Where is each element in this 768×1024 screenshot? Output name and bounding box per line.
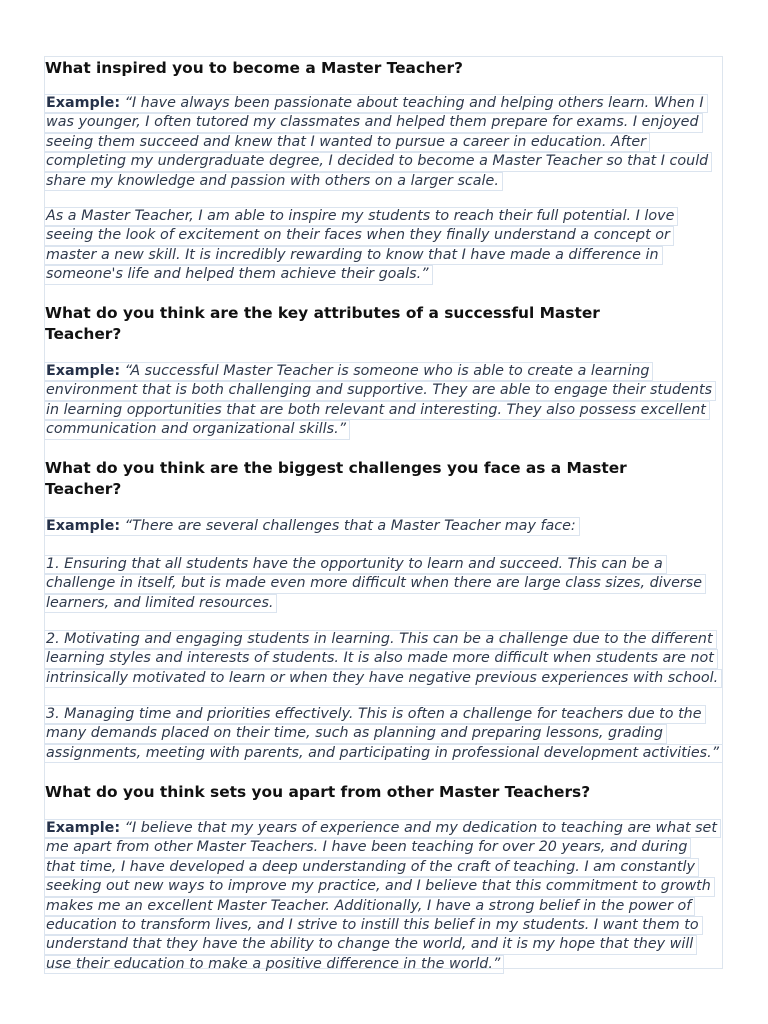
answer-line: seeing the look of excitement on their faces when they finally understand a concept or bbox=[44, 226, 674, 245]
question-heading-cont: Teacher? bbox=[45, 325, 122, 343]
answer-line: 2. Motivating and engaging students in learning. This can be a challenge due to the different bbox=[44, 630, 717, 649]
answer-line: 1. Ensuring that all students have the opportunity to learn and succeed. This can be a bbox=[44, 555, 667, 574]
answer-line: many demands placed on their time, such as planning and preparing lessons, grading bbox=[44, 724, 667, 743]
question-heading-cont: Teacher? bbox=[45, 480, 122, 498]
answer-line: learners, and limited resources. bbox=[44, 594, 277, 613]
challenge-item-3 bbox=[45, 705, 723, 763]
question-heading: What do you think are the biggest challenges you face as a Master bbox=[45, 459, 627, 477]
answer-line: learning styles and interests of students. It is also made more difficult when students are not bbox=[44, 649, 718, 668]
question-heading: What inspired you to become a Master Teacher? bbox=[45, 59, 463, 77]
answer-inspiration bbox=[45, 94, 712, 191]
example-label: Example: bbox=[46, 820, 121, 836]
answer-line: As a Master Teacher, I am able to inspire my students to reach their full potential. I love bbox=[44, 207, 678, 226]
answer-attributes bbox=[45, 362, 716, 440]
section-inspiration bbox=[45, 58, 463, 79]
answer-challenges bbox=[45, 517, 580, 536]
answer-line: me apart from other Master Teachers. I have been teaching for over 20 years, and during bbox=[44, 838, 691, 857]
question-heading: What do you think sets you apart from other Master Teachers? bbox=[45, 783, 591, 801]
challenge-item-1 bbox=[45, 555, 706, 613]
answer-line: assignments, meeting with parents, and participating in professional development activities.” bbox=[44, 744, 723, 763]
answer-line: 3. Managing time and priorities effectively. This is often a challenge for teachers due to the bbox=[44, 705, 706, 724]
answer-line: communication and organizational skills.” bbox=[44, 420, 350, 439]
answer-inspiration-p2 bbox=[45, 207, 678, 285]
answer-line: use their education to make a positive difference in the world.” bbox=[44, 955, 504, 974]
answer-line: was younger, I often tutored my classmates and helped them prepare for exams. I enjoyed bbox=[44, 113, 703, 132]
answer-line: seeing them succeed and knew that I wanted to pursue a career in education. After bbox=[44, 133, 650, 152]
answer-line: challenge in itself, but is made even more difficult when there are large class sizes, diverse bbox=[44, 574, 706, 593]
answer-line: understand that they have the ability to change the world, and it is my hope that they will bbox=[44, 935, 697, 954]
answer-line: education to transform lives, and I strive to instill this belief in my students. I want them to bbox=[44, 916, 703, 935]
example-label: Example: bbox=[46, 363, 121, 379]
example-label: Example: bbox=[46, 95, 121, 111]
example-label: Example: bbox=[46, 518, 121, 534]
answer-line: Example: “I believe that my years of experience and my dedication to teaching are what set bbox=[44, 819, 721, 838]
answer-line: Example: “There are several challenges that a Master Teacher may face: bbox=[44, 517, 580, 536]
answer-line: that time, I have developed a deep understanding of the craft of teaching. I am constantly bbox=[44, 858, 699, 877]
answer-differentiation bbox=[45, 819, 721, 974]
challenge-item-2 bbox=[45, 630, 722, 688]
answer-line: share my knowledge and passion with others on a larger scale. bbox=[44, 172, 503, 191]
answer-line: intrinsically motivated to learn or when they have negative previous experiences with school. bbox=[44, 669, 722, 688]
answer-line: makes me an excellent Master Teacher. Additionally, I have a strong belief in the power of bbox=[44, 897, 695, 916]
section-differentiation bbox=[45, 782, 590, 803]
answer-line: someone's life and helped them achieve their goals.” bbox=[44, 265, 433, 284]
answer-line: Example: “I have always been passionate about teaching and helping others learn. When I bbox=[44, 94, 708, 113]
answer-line: master a new skill. It is incredibly rewarding to know that I have made a difference in bbox=[44, 246, 663, 265]
answer-line: Example: “A successful Master Teacher is someone who is able to create a learning bbox=[44, 362, 653, 381]
answer-line: completing my undergraduate degree, I decided to become a Master Teacher so that I could bbox=[44, 152, 712, 171]
question-heading: What do you think are the key attributes of a successful Master bbox=[45, 304, 600, 322]
section-attributes bbox=[45, 303, 600, 345]
answer-line: environment that is both challenging and supportive. They are able to engage their students bbox=[44, 381, 716, 400]
answer-line: seeking out new ways to improve my practice, and I believe that this commitment to growth bbox=[44, 877, 715, 896]
section-challenges bbox=[45, 458, 627, 500]
answer-line: in learning opportunities that are both relevant and interesting. They also possess excellent bbox=[44, 401, 710, 420]
